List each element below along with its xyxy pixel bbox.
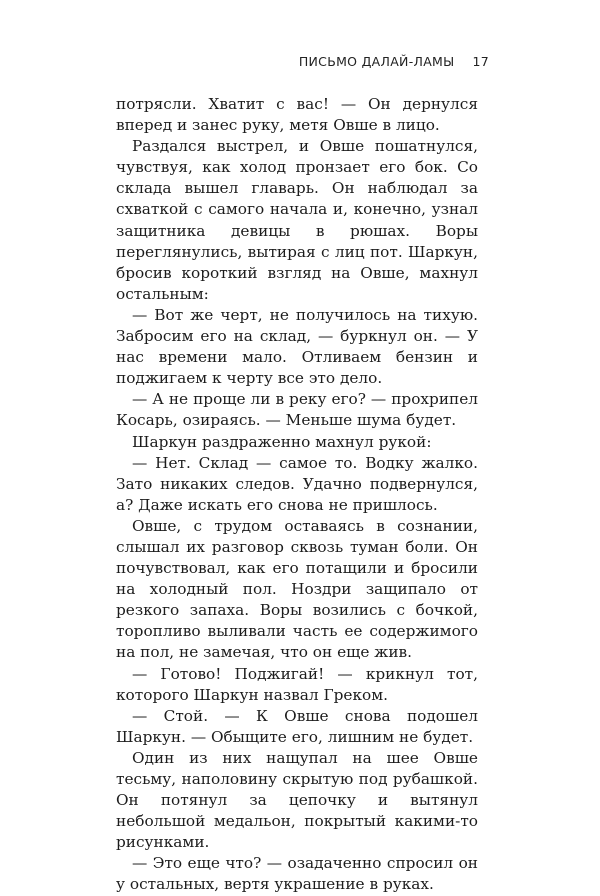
paragraph: — Нет. Склад — самое то. Водку жалко. Зато никаких следов. Удачно подвернулся, а? Даже искать его снова не пришлось. xyxy=(116,453,478,514)
paragraph: — Стой. — К Овше снова подошел Шаркун. — Обыщите его, лишним не будет. xyxy=(116,706,478,746)
paragraph: — Это еще что? — озадаченно спросил он у остальных, вертя украшение в руках. xyxy=(116,854,478,894)
paragraph: — Готово! Поджигай! — крикнул тот, которого Шаркун назвал Греком. xyxy=(116,664,478,704)
paragraph: Один из них нащупал на шее Овше тесьму, наполовину скрытую под рубашкой. Он потянул за цепочку и вытянул небольшой медальон, покрытый какими-то рисунками. xyxy=(116,748,478,852)
body-text xyxy=(116,94,478,896)
paragraph: — А не проще ли в реку его? — прохрипел Косарь, озираясь. — Меньше шума будет. xyxy=(116,390,478,430)
paragraph: — Вот же черт, не получилось на тихую. Забросим его на склад, — буркнул он. — У нас времени мало. Отливаем бензин и поджигаем к черту все это дело. xyxy=(116,305,478,388)
page-number: 17 xyxy=(472,54,489,69)
paragraph: Овше, с трудом оставаясь в сознании, слышал их разговор сквозь туман боли. Он почувствовал, как его потащили и бросили на холодный пол. Ноздри защипало от резкого запаха. Воры возились с бочкой, торопливо выливали часть ее содержимого на пол, не замечая, что он еще жив. xyxy=(116,516,478,662)
paragraph: Шаркун раздраженно махнул рукой: xyxy=(132,432,432,451)
running-title: ПИСЬМО ДАЛАЙ-ЛАМЫ xyxy=(298,54,455,69)
paragraph: потрясли. Хватит с вас! — Он дернулся вперед и занес руку, метя Овше в лицо. xyxy=(116,95,478,135)
paragraph: Раздался выстрел, и Овше пошатнулся, чувствуя, как холод пронзает его бок. Со склада вышел главарь. Он наблюдал за схваткой с самого начала и, конечно, узнал защитника девицы в рюшах. Воры переглянулись, вытирая с лиц пот. Шаркун, бросив короткий взгляд на Овше, махнул остальным: xyxy=(116,137,478,303)
running-header xyxy=(299,54,489,69)
